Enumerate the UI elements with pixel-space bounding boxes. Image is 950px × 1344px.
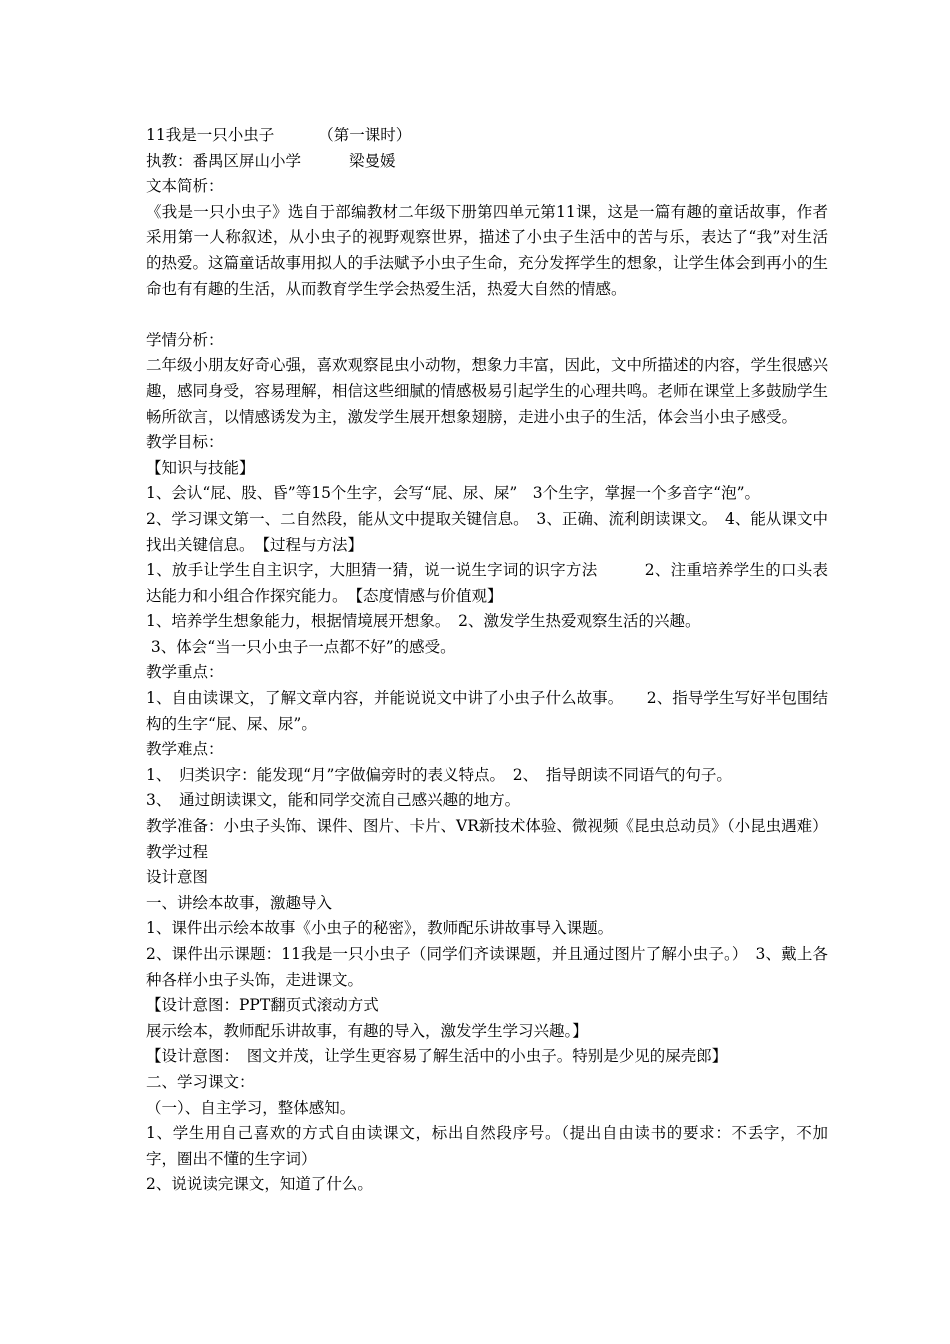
objective-p1: 1、放手让学生自主识字，大胆猜一猜，说一说生字词的识字方法 2、注重培养学生的口头表达能力和小组合作探究能力。 【态度情感与价值观】: [146, 561, 828, 605]
subsection-1-title: （一）、自主学习，整体感知。: [146, 1098, 356, 1117]
teacher-school: 执教：番禺区屏山小学: [146, 151, 302, 170]
text-analysis-body: 《我是一只小虫子》选自于部编教材二年级下册第四单元第11课，这是一篇有趣的童话故事，作者采用第一人称叙述，从小虫子的视野观察世界，描述了小虫子生活中的苦与乐，表达了“我”对生活的热爱。这篇童话故事用拟人的手法赋予小虫子生命，充分发挥学生的想象，让学生体会到再小的生命也有有趣的生活，从而教育学生学会热爱生活，热爱大自然的情感。: [146, 202, 829, 298]
design-intent-heading: 设计意图: [146, 868, 209, 887]
step-1: 1、课件出示绘本故事《小虫子的秘密》，教师配乐讲故事导入课题。: [146, 919, 614, 938]
part2-title: 二、学习课文：: [146, 1072, 255, 1091]
difficulty-1: 1、 归类识字：能发现“月”字做偏旁时的表义特点。 2、 指导朗读不同语气的句子。: [146, 765, 732, 784]
knowledge-skill-heading: 【知识与技能】: [146, 458, 255, 477]
difficulties-heading: 教学难点：: [146, 740, 224, 759]
design-note-2: 【设计意图： 图文并茂，让学生更容易了解生活中的小虫子。特别是少见的屎壳郎】: [146, 1047, 728, 1066]
objectives-heading: 教学目标：: [146, 433, 224, 452]
lesson-title-line: [146, 123, 828, 149]
objective-k2: 2、学习课文第一、二自然段，能从文中提取关键信息。 3、正确、流利朗读课文。 4、能从课文中找出关键信息。 【过程与方法】: [146, 509, 828, 554]
process-heading: 教学过程: [146, 842, 209, 861]
part1-title: 一、讲绘本故事，激趣导入: [146, 893, 333, 912]
reading-step-1: 1、学生用自己喜欢的方式自由读课文，标出自然段序号。（提出自由读书的要求：不丢字，不加字，圈出不懂的生字词）: [146, 1124, 828, 1168]
difficulty-3: 3、 通过朗读课文，能和同学交流自己感兴趣的地方。: [146, 791, 521, 810]
key-points-body: 1、自由读课文，了解文章内容，并能说说文中讲了小虫子什么故事。 2、指导学生写好半包围结构的生字“屁、屎、尿”。: [146, 689, 828, 733]
key-points-heading: 教学重点：: [146, 663, 224, 682]
teacher-name: 梁曼媛: [349, 151, 396, 170]
objective-a3: 3、体会“当一只小虫子一点都不好”的感受。: [146, 637, 456, 656]
design-note-1b: 展示绘本，教师配乐讲故事，有趣的导入，激发学生学习兴趣。】: [146, 1021, 588, 1040]
lesson-session: （第一课时）: [318, 126, 412, 144]
teacher-line: [146, 149, 828, 175]
reading-step-2: 2、说说读完课文，知道了什么。: [146, 1175, 373, 1194]
objective-a1: 1、培养学生想象能力，根据情境展开想象。 2、激发学生热爱观察生活的兴趣。: [146, 612, 701, 631]
learner-analysis-body: 二年级小朋友好奇心强，喜欢观察昆虫小动物，想象力丰富，因此，文中所描述的内容，学生很感兴趣，感同身受，容易理解，相信这些细腻的情感极易引起学生的心理共鸣。老师在课堂上多鼓励学生畅所欲言，以情感诱发为主，激发学生展开想象翅膀，走进小虫子的生活，体会当小虫子感受。: [146, 356, 829, 426]
design-note-1: 【设计意图：PPT翻页式滚动方式: [146, 996, 379, 1015]
lesson-title: 11我是一只小虫子: [146, 126, 275, 144]
text-analysis-heading: 文本简析：: [146, 177, 224, 196]
preparation-body: 教学准备：小虫子头饰、课件、图片、卡片、VR新技术体验、微视频《昆虫总动员》（小昆虫遇难）: [146, 817, 828, 836]
step-2: 2、课件出示课题：11我是一只小虫子（同学们齐读课题，并且通过图片了解小虫子。） 3、戴上各种各样小虫子头饰，走进课文。: [146, 945, 828, 989]
learner-analysis-heading: 学情分析：: [146, 330, 224, 349]
objective-k1: 1、会认“屁、股、昏”等15个生字，会写“屁、尿、屎” 3个生字，掌握一个多音字“泡”。: [146, 484, 760, 503]
blank-line: [146, 302, 828, 328]
